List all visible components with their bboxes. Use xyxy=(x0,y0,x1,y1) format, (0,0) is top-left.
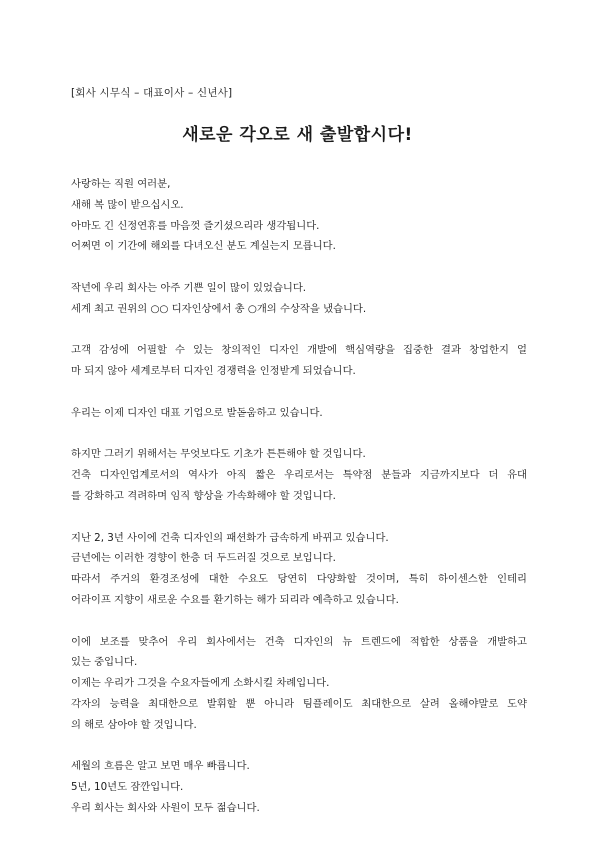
text-line: 세계 최고 권위의 ○○ 디자인상에서 총 ○개의 수상작을 냈습니다. xyxy=(71,302,367,315)
text-line: 새해 복 많이 받으십시오. xyxy=(71,198,184,211)
paragraph xyxy=(71,340,527,382)
text-line: 각자의 능력을 최대한으로 발휘할 뿐 아니라 팀플레이도 최대한으로 살려 올해야말로 도약 xyxy=(71,697,527,710)
text-line: 를 강화하고 격려하며 임직 향상을 가속화해야 할 것입니다. xyxy=(71,489,336,502)
paragraph xyxy=(71,632,527,736)
paragraph xyxy=(71,528,527,611)
text-line: 사랑하는 직원 여러분, xyxy=(71,178,171,190)
paragraph xyxy=(71,403,527,424)
text-line: 우리는 이제 디자인 대표 기업으로 발돋움하고 있습니다. xyxy=(71,406,323,419)
text-line: 우리 회사는 회사와 사원이 모두 젊습니다. xyxy=(71,801,260,814)
text-line: 있는 중입니다. xyxy=(71,656,138,669)
paragraph xyxy=(71,444,527,506)
text-line: 작년에 우리 회사는 아주 기쁜 일이 많이 있었습니다. xyxy=(71,281,307,294)
text-line: 건축 디자인업계로서의 역사가 아직 짧은 우리로서는 특약점 분들과 지금까지보다 더 유대 xyxy=(71,469,527,482)
text-line: 5년, 10년도 잠깐입니다. xyxy=(71,781,184,794)
text-line: 고객 감성에 어필할 수 있는 창의적인 디자인 개발에 핵심역량을 집중한 결과 창업한지 얼 xyxy=(71,344,527,357)
text-line: 따라서 주거의 환경조성에 대한 수요도 당연히 다양화할 것이며, 특히 하이센스한 인테리 xyxy=(71,573,527,586)
text-line: 이에 보조를 맞추어 우리 회사에서는 건축 디자인의 뉴 트렌드에 적합한 상품을 개발하고 xyxy=(71,635,527,648)
text-line: 의 해로 삼아야 할 것입니다. xyxy=(71,718,197,731)
text-line: 지난 2, 3년 사이에 건축 디자인의 패션화가 급속하게 바뀌고 있습니다. xyxy=(71,531,389,544)
text-line: 이제는 우리가 그것을 수요자들에게 소화시킬 차례입니다. xyxy=(71,677,330,690)
text-line: 하지만 그러기 위해서는 무엇보다도 기초가 튼튼해야 할 것입니다. xyxy=(71,448,366,461)
text-line: 어쩌면 이 기간에 해외를 다녀오신 분도 계실는지 모릅니다. xyxy=(71,240,336,253)
text-line: 아마도 긴 신정연휴를 마음껏 즐기셨으리라 생각됩니다. xyxy=(71,219,320,232)
text-line: 세월의 흐름은 알고 보면 매우 빠릅니다. xyxy=(71,760,250,773)
document-body xyxy=(71,174,527,840)
text-line: 금년에는 이러한 경향이 한층 더 두드러질 것으로 보입니다. xyxy=(71,552,336,565)
text-line: 마 되지 않아 세계로부터 디자인 경쟁력을 인정받게 되었습니다. xyxy=(71,365,356,378)
document-header: [회사 시무식 – 대표이사 – 신년사] xyxy=(71,87,233,99)
document-title: 새로운 각오로 새 출발합시다! xyxy=(182,125,413,145)
paragraph xyxy=(71,756,527,818)
paragraph xyxy=(71,278,527,320)
text-line: 어라이프 지향이 새로운 수요를 환기하는 해가 되리라 예측하고 있습니다. xyxy=(71,593,399,606)
paragraph xyxy=(71,174,527,257)
